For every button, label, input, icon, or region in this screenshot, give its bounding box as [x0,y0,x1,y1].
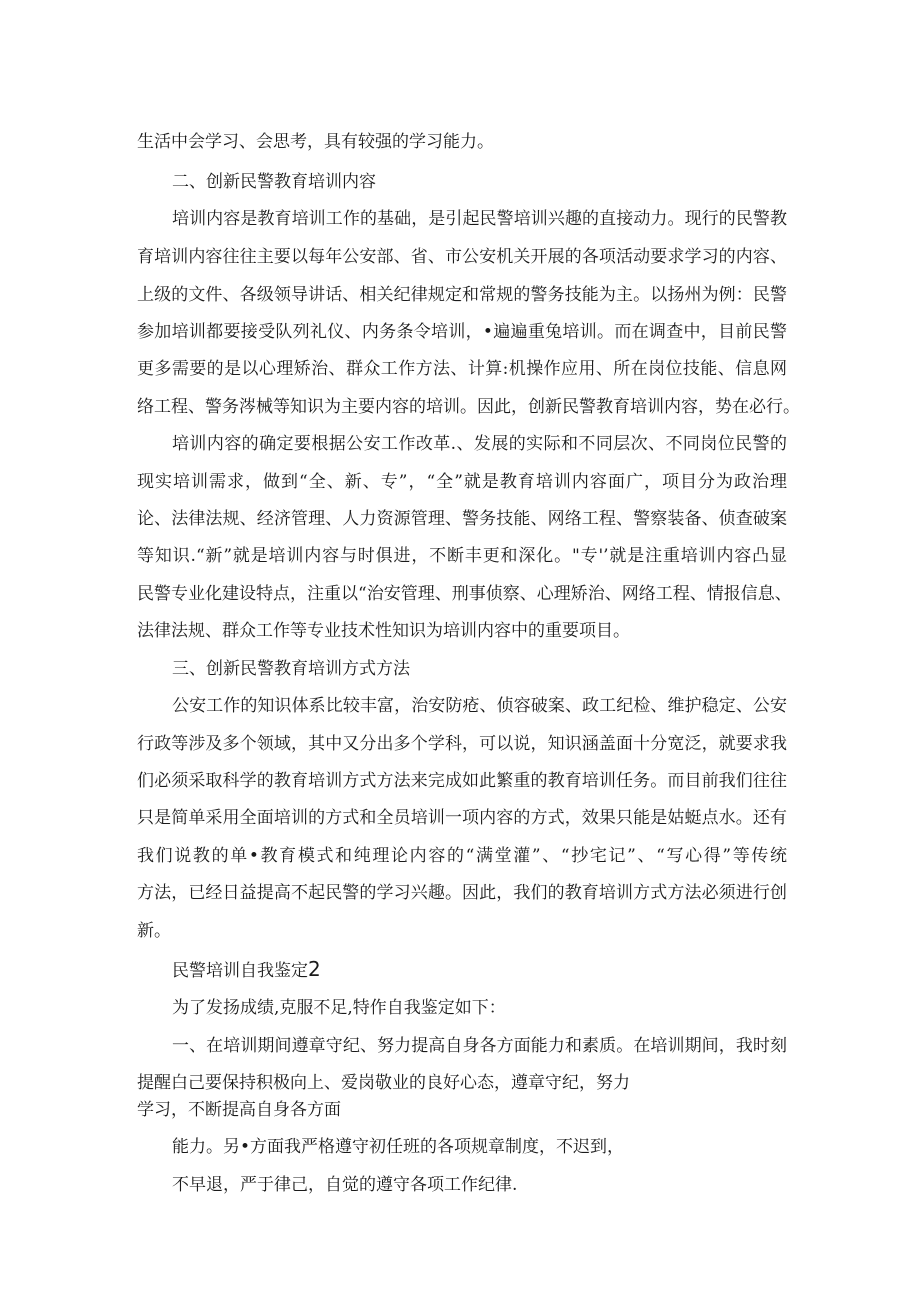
paragraph-line: 新。 [137,921,171,941]
paragraph-line: 等知识.“新”就是培训内容与时俱进，不断丰更和深化。"专'’就是注重培训内容凸显 [137,546,787,566]
paragraph-line: 培训内容是教育培训工作的基础，是引起民警培训兴趣的直接动力。现行的民警教 [172,209,787,229]
paragraph-line: 参加培训都要接受队列礼仪、内务条令培训，•遍遍重兔培训。而在调查中，目前民警 [137,322,787,342]
paragraph-line: 为了发扬成绩,克服不足,特作自我鉴定如下： [172,998,506,1018]
paragraph-line: 方法，已经日益提高不起民警的学习兴趣。因此，我们的教育培训方式方法必须进行创 [137,883,787,903]
paragraph-line: 生活中会学习、会思考，具有较强的学习能力。 [137,132,494,152]
paragraph-line: 上级的文件、各级领导讲话、相关纪律规定和常规的警务技能为主。以扬州为例：民警 [137,285,787,305]
paragraph-line: 不早退，严于律己，自觉的遵守各项工作纪律. [172,1175,518,1195]
paragraph-line: 学习，不断提高自身各方面 [137,1100,341,1120]
paragraph-line: 论、法律法规、经济管理、人力资源管理、警务技能、网络工程、警察装备、侦查破案 [137,509,787,529]
paragraph-line: 法律法规、群众工作等专业技术性知识为培训内容中的重要项目。 [137,621,630,641]
paragraph-line: 我们说教的单•教育模式和纯理论内容的“满堂灌”、“抄宅记”、“写心得”等传统 [137,846,787,866]
section-heading: 三、创新民警教育培训方式方法 [172,659,410,679]
paragraph-line: 培训内容的确定要根据公安工作改革.、发展的实际和不同层次、不同岗位民警的 [172,434,787,454]
document-subtitle [172,957,787,983]
paragraph-line: 络工程、警务涔械等知识为主要内容的培训。因此，创新民警教育培训内容，势在必行。 [137,397,800,417]
paragraph-line: 现实培训需求，做到“全、新、专”，“全”就是教育培训内容面广，项目分为政治理 [137,472,787,492]
paragraph-line: 公安工作的知识体系比较丰富，治安防疮、侦容破案、政工纪检、维护稳定、公安 [172,696,787,716]
paragraph-line: 提醒白己要保持积极向上、爱岗敬业的良好心态，遵章守纪，努力 [137,1073,630,1093]
paragraph-line: 们必须采取科学的教育培训方式方法来完成如此繁重的教育培训任务。而目前我们往往 [137,771,787,791]
paragraph-line: 民警专业化建设特点，注重以“治安管理、刑事侦察、心理矫治、网络工程、情报信息、 [137,584,792,604]
subtitle-number: 2 [308,957,321,981]
paragraph-line: 一、在培训期间遵章守纪、努力提高自身各方面能力和素质。在培训期间，我时刻 [172,1036,787,1056]
subtitle-text: 民警培训自我鉴定 [172,961,308,981]
section-heading: 二、创新民警教育培训内容 [172,172,376,192]
paragraph-line: 更多需要的是以心理矫治、群众工作方法、计算:机操作应用、所在岗位技能、信息网 [137,359,787,379]
paragraph-line: 能力。另•方面我严格遵守初任班的各项规章制度，不迟到， [172,1137,625,1157]
paragraph-line: 只是简单采用全面培训的方式和全员培训一项内容的方式，效果只能是姑蜓点水。还有 [137,808,787,828]
paragraph-line: 育培训内容往往主要以每年公安部、省、市公安机关开展的各项活动要求学习的内容、 [137,247,787,267]
paragraph-line: 行政等涉及多个领域，其中又分出多个学科，可以说，知识涵盖面十分宽泛，就要求我 [137,734,787,754]
